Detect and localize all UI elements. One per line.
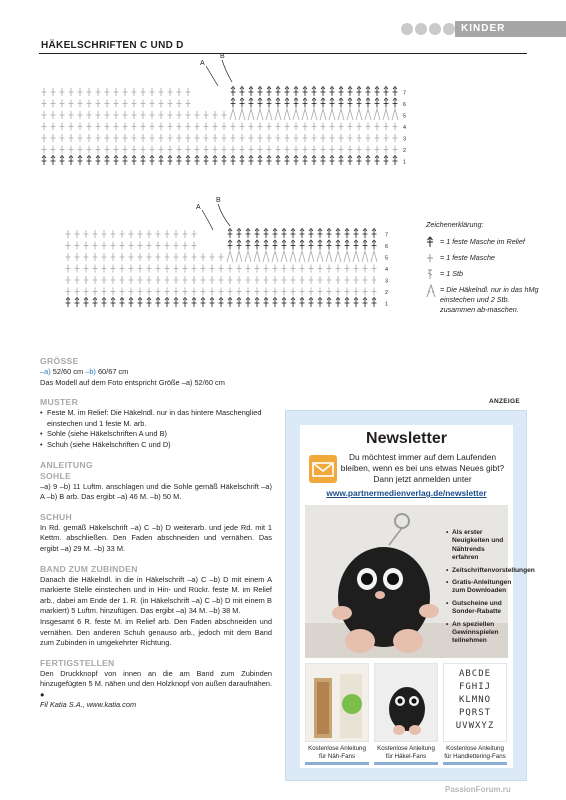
stitch-mark [248,109,254,120]
lettering-row: FGHIJ [458,682,492,692]
stitch-mark [329,109,335,120]
stitch-mark [311,109,317,120]
muster-item: • Sohle (siehe Häkelschriften A und B) [40,429,272,440]
row-number: 2 [403,148,407,154]
row-number: 7 [403,90,407,97]
row-number: 6 [385,244,389,250]
stitch-mark [230,109,236,120]
heading-schuh: SCHUH [40,511,73,522]
row-number: 3 [385,278,389,285]
row-number: 4 [385,267,389,273]
ad-thumbnails [305,663,508,765]
stitch-mark [299,251,305,262]
muster-item: • Feste M. im Relief: Die Häkelndl. nur in das hintere Maschenglied einstechen und 1 feste M. arb. [40,408,272,429]
stitch-mark [284,109,290,120]
arrow-a [206,66,218,86]
feature-item: • Gratis-Anleitungen zum Downloaden [446,579,512,596]
heading-groesse: GRÖSSE [40,356,79,366]
row-number: 3 [403,136,407,143]
size-note: Das Modell auf dem Foto entspricht Größe –a) 52/60 cm [40,377,225,387]
thumb-caption: Kostenlose Anleitung für Häkel-Fans [377,745,435,760]
row-number: 7 [385,232,389,239]
envelope-icon [309,455,337,483]
relief-stitch-icon [426,236,434,248]
stitch-mark [263,251,269,262]
legend-text: = Die Häkelndl. nur in das hMg einstechen und 2 Stb. zusammen ab-maschen. [440,285,539,314]
stitch-mark [347,109,353,120]
thumb-bar [305,762,369,765]
page-title: HÄKELSCHRIFTEN C UND D [41,40,184,51]
row-number: 1 [385,301,389,308]
stitch-mark [254,251,260,262]
lettering-row: ABCDE [458,669,492,679]
stitch-mark [266,109,272,120]
watermark: PassionForum.ru [445,785,511,794]
single-crochet-icon [426,252,434,264]
arrow-b [222,60,232,82]
heading-sohle: SOHLE [40,470,72,481]
feature-item: • An speziellen Gewinnspielen teilnehmen [446,621,512,646]
sewing-items-illustration [306,664,369,742]
thumb-lettering[interactable] [443,663,507,765]
size-a-marker: –a) [40,367,51,376]
stitch-mark [257,109,263,120]
thumb-sewing[interactable] [305,663,369,765]
stitch-mark [392,109,398,120]
stitch-mark [326,251,332,262]
size-line [40,367,272,378]
newsletter-link[interactable]: www.partnermedienverlag.de/newsletter [326,488,487,498]
stitch-mark [362,251,368,262]
legend-item-relief [426,237,541,247]
decrease-stitch-icon [426,284,436,298]
ad-label: ANZEIGE [489,398,520,405]
ad-frame [300,425,535,768]
ad-features [446,529,535,650]
legend-item-stb [426,269,541,279]
arrow-b [218,204,230,226]
ad-title: Newsletter [366,430,447,447]
crochet-chart-c-svg [36,54,416,172]
stitch-mark [356,109,362,120]
mini-mole-illustration [375,664,438,742]
legend-text: = 1 feste Masche [440,253,495,262]
feature-item: • Als erster Neuigkeiten und Nähtrends erfahren [446,529,512,563]
stitch-mark [353,251,359,262]
crochet-chart-d [60,196,396,314]
double-crochet-icon [426,268,434,280]
sohle-text: –a) 9 –b) 11 Luftm. anschlagen und die Sohle gemäß Häkelschrift –a) A –b) B arb. Das ergibt –a) 46 M. –b) 50 M. [40,481,272,502]
stitch-mark [281,251,287,262]
section-tab: KINDER [455,21,566,37]
lettering-row: UVWXYZ [455,721,495,731]
crochet-thumb-image [374,663,438,742]
lettering-thumb-image [443,663,507,742]
ad-text: Du möchtest immer auf dem Laufenden bleiben, wenn es bei uns etwas Neues gibt? Dann jetzt anmelden unter [340,452,505,484]
stitch-mark [320,109,326,120]
arrow-a [202,210,213,230]
heading-muster: MUSTER [40,397,79,408]
stitch-mark [236,251,242,262]
instructions-column [40,356,272,711]
stitch-mark [293,109,299,120]
lettering-row: KLMNO [458,695,492,705]
thumb-crochet[interactable] [374,663,438,765]
label-b: B [220,54,225,60]
label-a: A [196,204,201,211]
chart-legend [426,220,541,321]
credit-text: Fil Katia S.A., www.katia.com [40,700,137,710]
legend-text: = 1 feste Masche im Relief [440,237,525,246]
row-number: 1 [403,159,407,166]
stitch-mark [239,109,245,120]
stitch-mark [245,251,251,262]
crochet-chart-c [36,54,416,172]
legend-heading: Zeichenerklärung: [426,220,484,229]
stitch-mark [371,251,377,262]
stitch-mark [335,251,341,262]
feature-item: • Zeitschriftenvorstellungen [446,567,512,575]
label-b: B [216,197,221,204]
stitch-mark [317,251,323,262]
row-number: 5 [403,113,407,120]
size-a-value: 52/60 cm [50,367,86,376]
lettering-row: PQRST [458,708,492,718]
legend-item-fm [426,253,541,263]
row-number: 4 [403,125,407,131]
stitch-mark [344,251,350,262]
crochet-chart-d-svg [60,196,396,314]
stitch-mark [338,109,344,120]
heading-fertig: FERTIGSTELLEN [40,657,115,668]
stitch-mark [365,109,371,120]
newsletter-ad[interactable] [285,410,535,781]
size-b-value: 60/67 cm [95,367,129,376]
legend-item-dec [426,285,541,315]
heading-anleitung: ANLEITUNG [40,459,93,470]
sewing-thumb-image [305,663,369,742]
fertig-text: Den Druckknopf von innen an die am Band zum Zubinden hinzugefügten 5 M. nähen und den Holzknopf von außen daraufnähen. ● [40,668,272,699]
stitch-mark [290,251,296,262]
row-number: 2 [385,290,389,296]
feature-item: • Gutscheine und Sonder-Rabatte [446,600,512,617]
stitch-mark [302,109,308,120]
thumb-bar [443,762,507,765]
thumb-bar [374,762,438,765]
stitch-mark [383,109,389,120]
thumb-caption: Kostenlose Anleitung für Handlettering-Fans [444,745,506,760]
muster-item: • Schuh (siehe Häkelschriften C und D) [40,440,272,451]
band-text-2: Insgesamt 6 R. feste M. im Relief arb. Den Faden abschneiden und vernähen. Den anderen Schuh genauso arb., jedoch mit dem Band zum Zubinden in umgekehrter Richtung. [40,616,272,648]
thumb-caption: Kostenlose Anleitung für Näh-Fans [308,745,366,760]
heading-band: BAND ZUM ZUBINDEN [40,563,138,574]
schuh-text: In Rd. gemäß Häkelschrift –a) C –b) D weiterarb. und jede Rd. mit 1 Kettm. abschließen. Den Faden abschneiden und vernähen. Das ergibt –a) 29 M. –b) 33 M. [40,522,272,553]
row-number: 6 [403,102,407,108]
stitch-mark [275,109,281,120]
page-nav-dots [401,23,455,35]
size-b-marker: –b) [85,367,96,376]
stitch-mark [308,251,314,262]
stitch-mark [374,109,380,120]
stitch-mark [227,251,233,262]
stitch-mark [272,251,278,262]
label-a: A [200,60,205,67]
band-text-1: Danach die Häkelndl. in die in Häkelschrift –a) C –b) D mit einem A markierte Stelle einstechen und in Hin- und Rückr. feste M. im Relief arb., dabei am Ende der 1. R. (in Häkelschrift –a) C –b) D mit einem B markiert) 5 Luftm. hinzufügen. Das ergibt –a) 34 M. –b) 38 M. [40,574,272,616]
row-number: 5 [385,255,389,262]
legend-text: = 1 Stb [440,269,463,278]
